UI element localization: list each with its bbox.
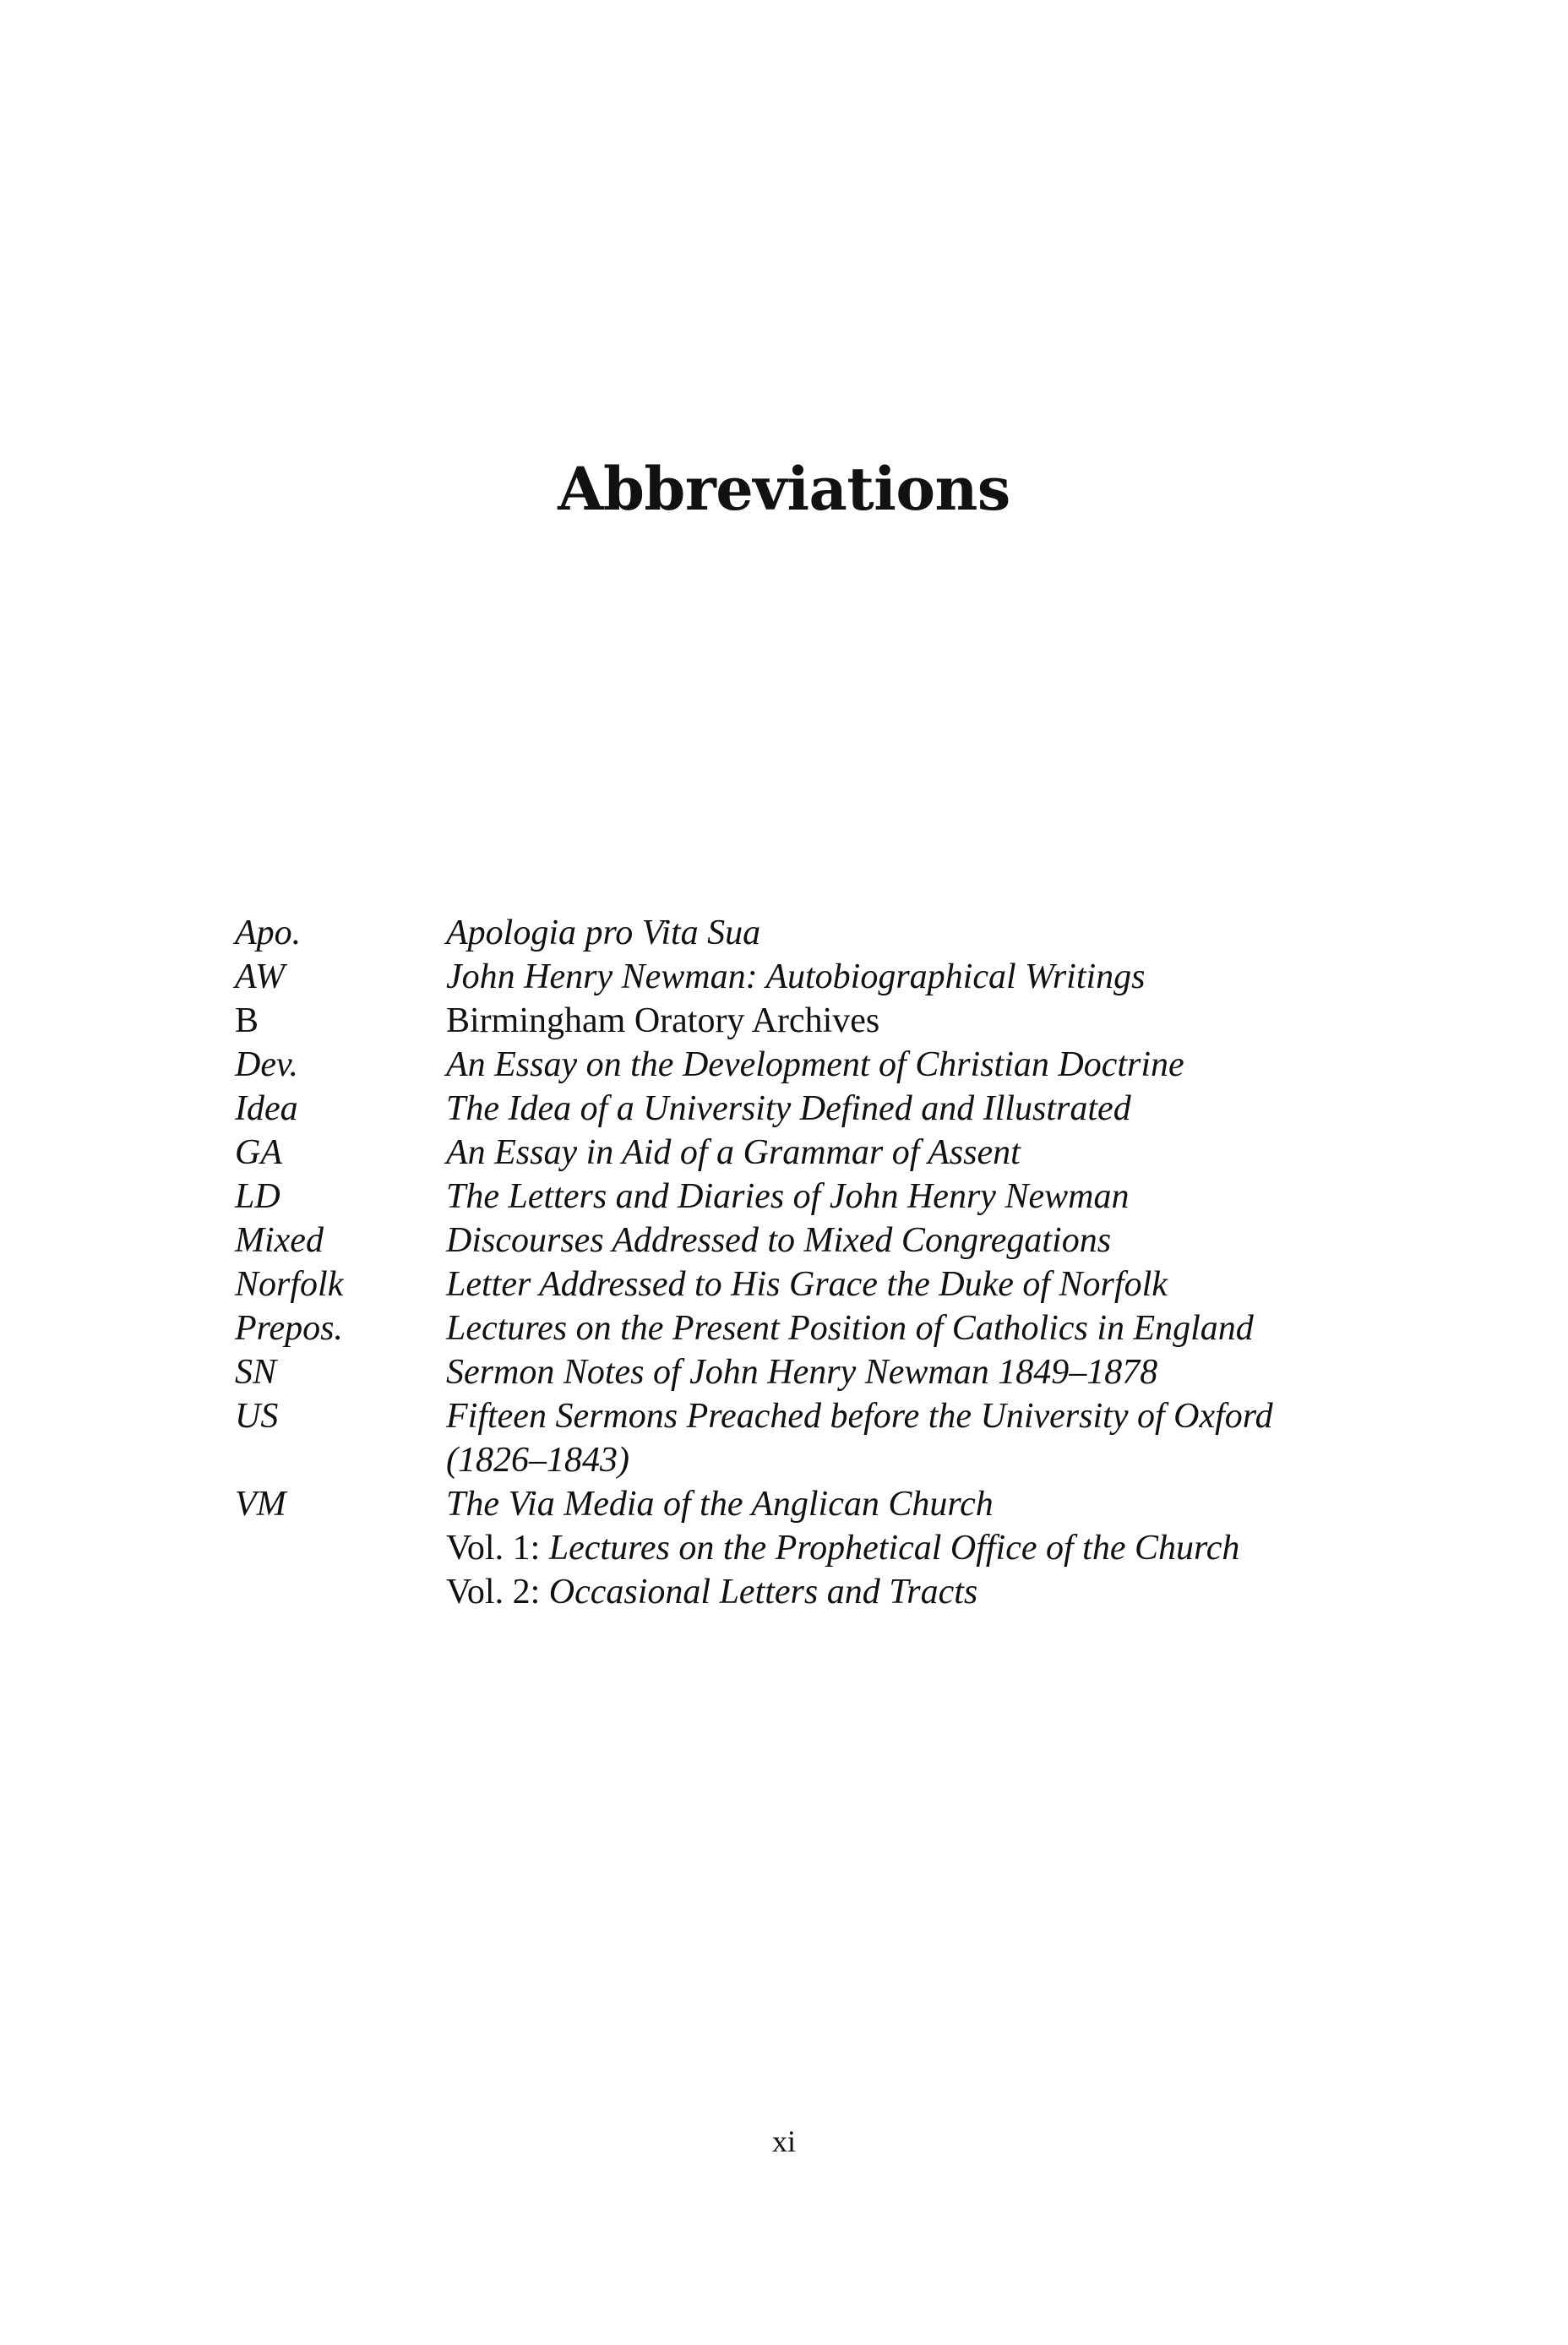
list-item — [235, 1131, 1418, 1175]
abbreviations-list — [235, 911, 1418, 1614]
volume-label: Vol. 2: — [446, 1573, 541, 1612]
list-item — [235, 1087, 1418, 1131]
volume-label: Vol. 1: — [446, 1529, 541, 1568]
abbreviation: AW — [235, 957, 286, 996]
list-item — [235, 1350, 1418, 1394]
list-item-continuation — [235, 1438, 1418, 1482]
work-title: An Essay on the Development of Christian Doctrine — [446, 1045, 1184, 1084]
work-title: Fifteen Sermons Preached before the University of Oxford — [446, 1397, 1273, 1436]
volume-entry — [446, 1526, 1239, 1570]
work-title: The Letters and Diaries of John Henry Newman — [446, 1177, 1130, 1216]
page-number: xi — [771, 2124, 796, 2158]
volume-line — [235, 1570, 1418, 1614]
abbreviation: Apo. — [235, 913, 302, 952]
list-item — [235, 1175, 1418, 1219]
work-title: The Idea of a University Defined and Illustrated — [446, 1089, 1131, 1128]
abbreviation: VM — [235, 1485, 286, 1524]
volume-entry — [446, 1570, 977, 1614]
abbreviation: GA — [235, 1133, 282, 1172]
work-title: Sermon Notes of John Henry Newman 1849–1878 — [446, 1353, 1158, 1392]
abbreviation: SN — [235, 1353, 277, 1392]
work-title: Birmingham Oratory Archives — [446, 1001, 880, 1040]
work-title: Letter Addressed to His Grace the Duke of Norfolk — [446, 1265, 1168, 1304]
work-title: An Essay in Aid of a Grammar of Assent — [446, 1133, 1021, 1172]
list-item — [235, 1043, 1418, 1087]
list-item — [235, 955, 1418, 999]
page-title: Abbreviations — [558, 454, 1010, 524]
work-title: John Henry Newman: Autobiographical Writings — [446, 957, 1146, 996]
list-item — [235, 911, 1418, 955]
abbreviation: Dev. — [235, 1045, 298, 1084]
abbreviation: Mixed — [235, 1221, 324, 1260]
abbreviation: LD — [235, 1177, 280, 1216]
abbreviation: US — [235, 1397, 279, 1436]
volume-title: Occasional Letters and Tracts — [548, 1573, 978, 1612]
work-title: Discourses Addressed to Mixed Congregations — [446, 1221, 1112, 1260]
work-title: The Via Media of the Anglican Church — [446, 1485, 994, 1524]
abbreviation: Norfolk — [235, 1265, 344, 1304]
abbreviation: Idea — [235, 1089, 298, 1128]
volume-line — [235, 1526, 1418, 1570]
work-title: Apologia pro Vita Sua — [446, 913, 761, 952]
abbreviation: B — [235, 1001, 259, 1040]
abbreviation: Prepos. — [235, 1309, 343, 1348]
list-item — [235, 1219, 1418, 1262]
list-item — [235, 999, 1418, 1043]
work-title-continuation: (1826–1843) — [446, 1441, 629, 1480]
list-item — [235, 1482, 1418, 1526]
list-item — [235, 1262, 1418, 1306]
list-item — [235, 1394, 1418, 1438]
list-item — [235, 1306, 1418, 1350]
work-title: Lectures on the Present Position of Catholics in England — [446, 1309, 1254, 1348]
volume-title: Lectures on the Prophetical Office of the Church — [548, 1529, 1240, 1568]
